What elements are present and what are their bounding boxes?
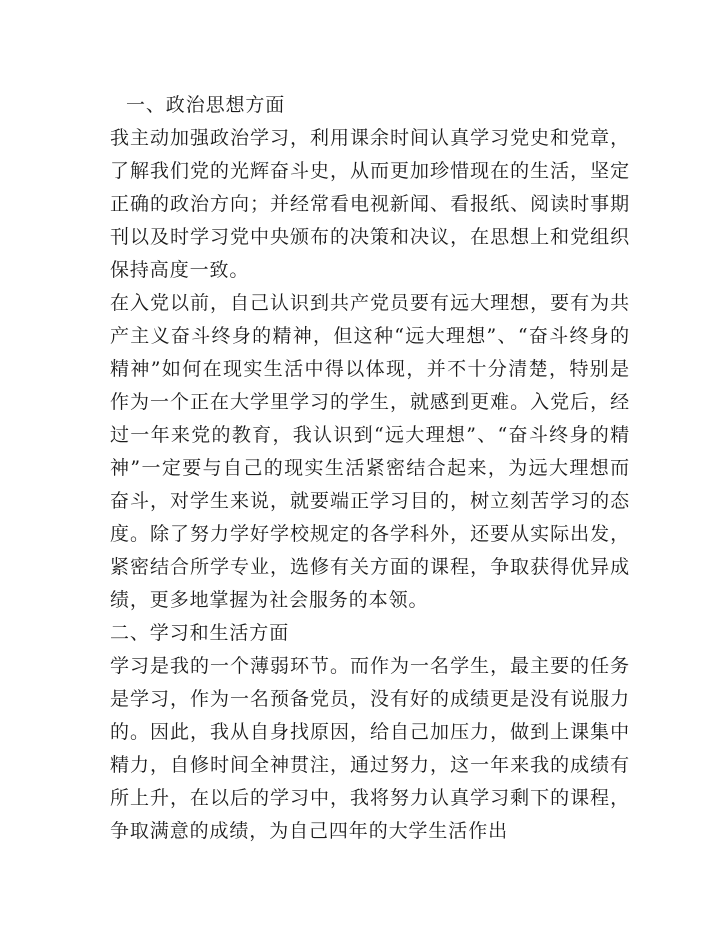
document-body xyxy=(110,89,630,848)
paragraph-ideals: 在入党以前，自己认识到共产党员要有远大理想，要有为共产主义奋斗终身的精神，但这种“远大理想”、“奋斗终身的精神”如何在现实生活中得以体现，并不十分清楚，特别是作为一个正在大学里学习的学生，就感到更难。入党后，经过一年来党的教育，我认识到“远大理想”、“奋斗终身的精神”一定要与自己的现实生活紧密结合起来，为远大理想而奋斗，对学生来说，就要端正学习目的，树立刻苦学习的态度。除了努力学好学校规定的各学科外，还要从实际出发，紧密结合所学专业，选修有关方面的课程，争取获得优异成绩，更多地掌握为社会服务的本领。 xyxy=(110,292,630,611)
paragraph-study: 学习是我的一个薄弱环节。而作为一名学生，最主要的任务是学习，作为一名预备党员，没有好的成绩更是没有说服力的。因此，我从自身找原因，给自己加压力，做到上课集中精力，自修时间全神贯注，通过努力，这一年来我的成绩有所上升，在以后的学习中，我将努力认真学习剩下的课程，争取满意的成绩，为自己四年的大学生活作出 xyxy=(110,655,630,842)
paragraph-political-study: 我主动加强政治学习，利用课余时间认真学习党史和党章，了解我们党的光辉奋斗史，从而更加珍惜现在的生活，坚定正确的政治方向；并经常看电视新闻、看报纸、阅读时事期刊以及时学习党中央颁布的决策和决议，在思想上和党组织保持高度一致。 xyxy=(110,127,630,281)
section-heading-political: 一、政治思想方面 xyxy=(126,94,286,116)
section-heading-study-life: 二、学习和生活方面 xyxy=(110,622,290,644)
